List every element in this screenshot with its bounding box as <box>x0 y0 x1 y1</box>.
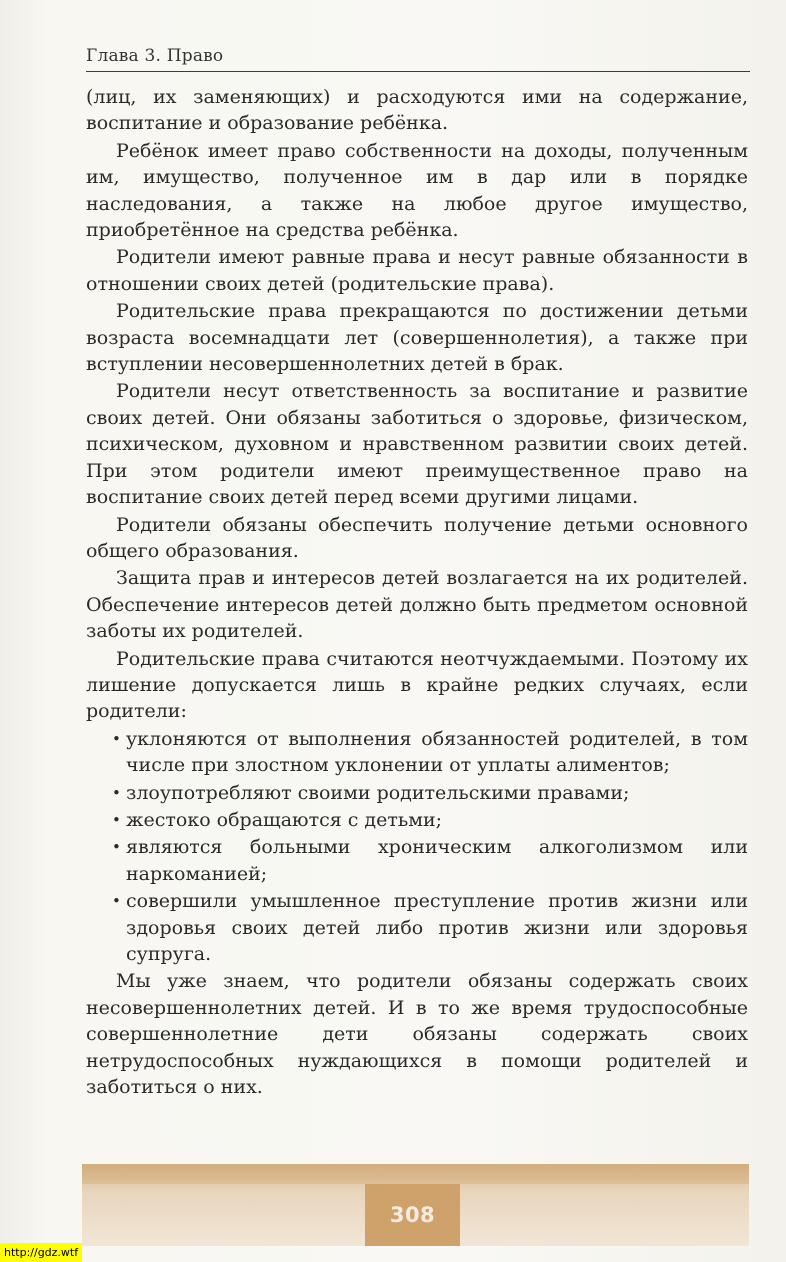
bullet-marker: • <box>112 892 121 911</box>
bullet-marker: • <box>112 729 121 748</box>
watermark-link[interactable]: http://gdz.wtf <box>0 1243 82 1262</box>
paragraph: Родители обязаны обеспечить получение детьми основного общего образования. <box>86 513 748 562</box>
list-item <box>86 807 748 833</box>
list-item-text: являются больными хроническим алкоголизмом или наркоманией; <box>126 836 748 885</box>
list-item-text: уклоняются от выполнения обязанностей родителей, в том числе при злостном уклонении от уплаты алиментов; <box>126 727 748 777</box>
paragraph: Родители имеют равные права и несут равные обязанности в отношении своих детей (родительские права). <box>86 246 748 295</box>
paragraph-group-before-list <box>86 84 748 725</box>
list-item-text: злоупотребляют своими родительскими правами; <box>126 781 630 804</box>
paragraph: Ребёнок имеет право собственности на доходы, полученным им, имущество, полученное им в дар или в порядке наследования, а также на любое другое имущество, приобретённое на средства ребёнка. <box>86 139 748 242</box>
paragraph: Родительские права считаются неотчуждаемыми. Поэтому их лишение допускается лишь в крайне редких случаях, если родители: <box>86 647 748 723</box>
list-item <box>86 888 748 967</box>
paragraph: Родители несут ответственность за воспитание и развитие своих детей. Они обязаны заботиться о здоровье, физическом, психическом, духовном и нравственном развитии своих детей. При этом родители имеют преимущественное право на воспитание своих детей перед всеми другими лицами. <box>86 380 748 509</box>
list-item-text: жестоко обращаются с детьми; <box>126 808 443 831</box>
list-item <box>86 834 748 887</box>
bullet-list <box>86 726 748 968</box>
bullet-marker: • <box>112 810 121 829</box>
list-item <box>86 726 748 779</box>
paragraph: (лиц, их заменяющих) и расходуются ими на содержание, воспитание и образование ребёнка. <box>86 86 748 135</box>
bullet-marker: • <box>112 783 121 802</box>
paragraph: Мы уже знаем, что родители обязаны содержать своих несовершеннолетних детей. И в то же время трудоспособные совершеннолетние дети обязаны содержать своих нетрудоспособных нуждающихся в помощи родителей и заботиться о них. <box>86 970 748 1099</box>
body-text <box>86 84 748 1100</box>
bullet-marker: • <box>112 838 121 857</box>
paragraph: Защита прав и интересов детей возлагается на их родителей. Обеспечение интересов детей должно быть предметом основной заботы их родителей. <box>86 567 748 643</box>
running-head: Глава 3. Право <box>86 46 224 66</box>
footer-band-top-stripe <box>82 1164 749 1184</box>
list-item <box>86 780 748 806</box>
list-item-text: совершили умышленное преступление против жизни или здоровья своих детей либо против жизни или здоровья супруга. <box>126 890 748 965</box>
page-number: 308 <box>389 1203 436 1227</box>
paragraph: Родительские права прекращаются по достижении детьми возраста восемнадцати лет (совершеннолетия), а также при вступлении несовершеннолетних детей в брак. <box>86 300 748 376</box>
paragraph-group-after-list <box>86 968 748 1100</box>
header-rule <box>86 71 750 72</box>
